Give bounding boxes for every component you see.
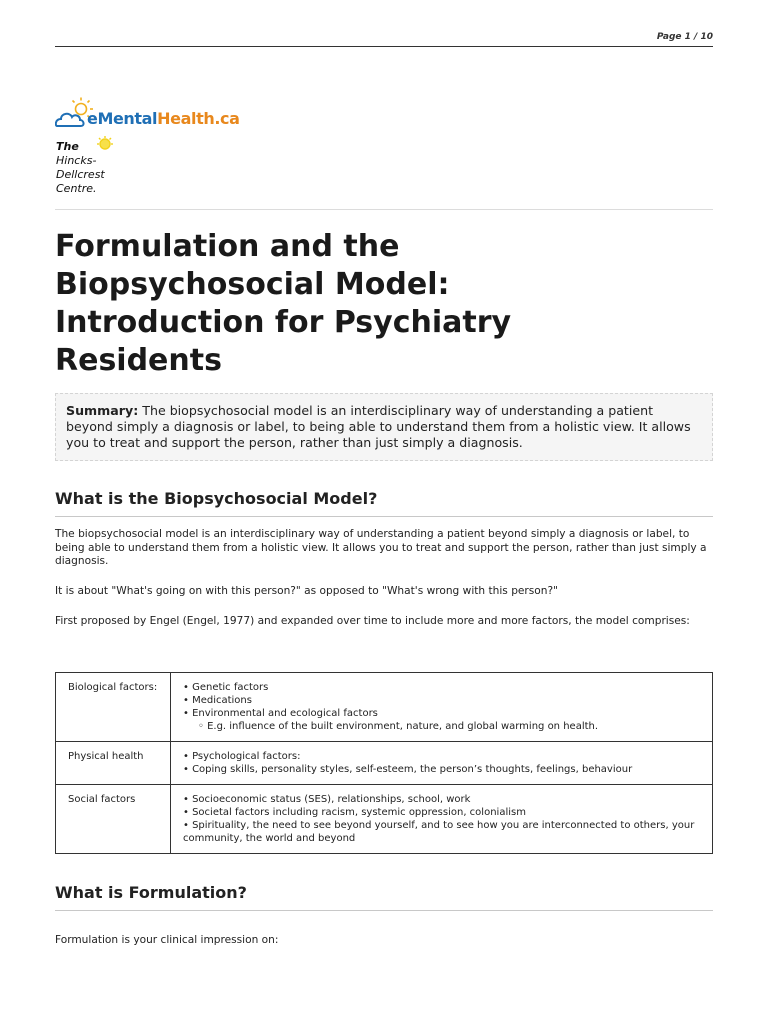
list-item: • Societal factors including racism, systemic oppression, colonialism [183,807,526,818]
header-divider [55,209,713,210]
table-cell-label: Physical health [56,742,171,785]
document-title: Formulation and the Biopsychosocial Model: Introduction for Psychiatry Residents [55,229,512,378]
section1-paragraph-1: The biopsychosocial model is an interdisciplinary way of understanding a patient beyond simply a diagnosis or label, to being able to understand them from a holistic view. It allows you to treat and support the person, rather than just simply a diagnosis. [55,528,707,567]
table-cell-items [171,673,713,742]
section-heading-formulation: What is Formulation? [55,883,713,911]
sun-icon [97,136,113,149]
table-row-physical [56,742,713,785]
page-header [55,0,713,47]
summary-text: The biopsychosocial model is an interdisciplinary way of understanding a patient beyond simply a diagnosis or label, to being able to understand them from a holistic view. It allows you to treat and support the person, rather than just simply a diagnosis. [66,403,691,450]
svg-text:Hincks-: Hincks- [56,154,97,167]
table-cell-label: Biological factors: [56,673,171,742]
svg-text:Dellcrest: Dellcrest [56,168,105,181]
table-cell-items [171,742,713,785]
hincks-dellcrest-logo [55,136,125,194]
section1-paragraph-2: It is about "What's going on with this person?" as opposed to "What's wrong with this person?" [55,585,559,597]
list-item: • Spirituality, the need to see beyond yourself, and to see how you are interconnected to others, your community, the world and beyond [183,820,695,844]
factors-table [55,672,713,854]
table-cell-label: Social factors [56,785,171,854]
list-item: • Psychological factors: [183,751,301,762]
section-heading-biopsychosocial: What is the Biopsychosocial Model? [55,489,713,517]
emental-health-logo[interactable] [55,96,255,132]
summary-box [55,393,713,461]
page-indicator: Page 1 / 10 [656,32,713,42]
section2-paragraph-1: Formulation is your clinical impression on: [55,934,279,946]
table-row-biological [56,673,713,742]
section1-paragraph-3: First proposed by Engel (Engel, 1977) and expanded over time to include more and more factors, the model comprises: [55,615,690,627]
list-item: • Environmental and ecological factors [183,708,378,719]
list-item: • Socioeconomic status (SES), relationships, school, work [183,794,471,805]
list-item: • Coping skills, personality styles, self-esteem, the person’s thoughts, feelings, behaviour [183,764,633,775]
list-item: • Medications [183,695,252,706]
svg-text:Centre.: Centre. [56,182,97,194]
table-row-social [56,785,713,854]
list-item: • Genetic factors [183,682,269,693]
table-cell-items [171,785,713,854]
logo-wordmark: eMentalHealth.ca [87,109,240,128]
list-subitem: ◦ E.g. influence of the built environment, nature, and global warming on health. [198,721,599,732]
svg-text:The: The [56,140,79,153]
summary-label: Summary: [66,403,139,418]
